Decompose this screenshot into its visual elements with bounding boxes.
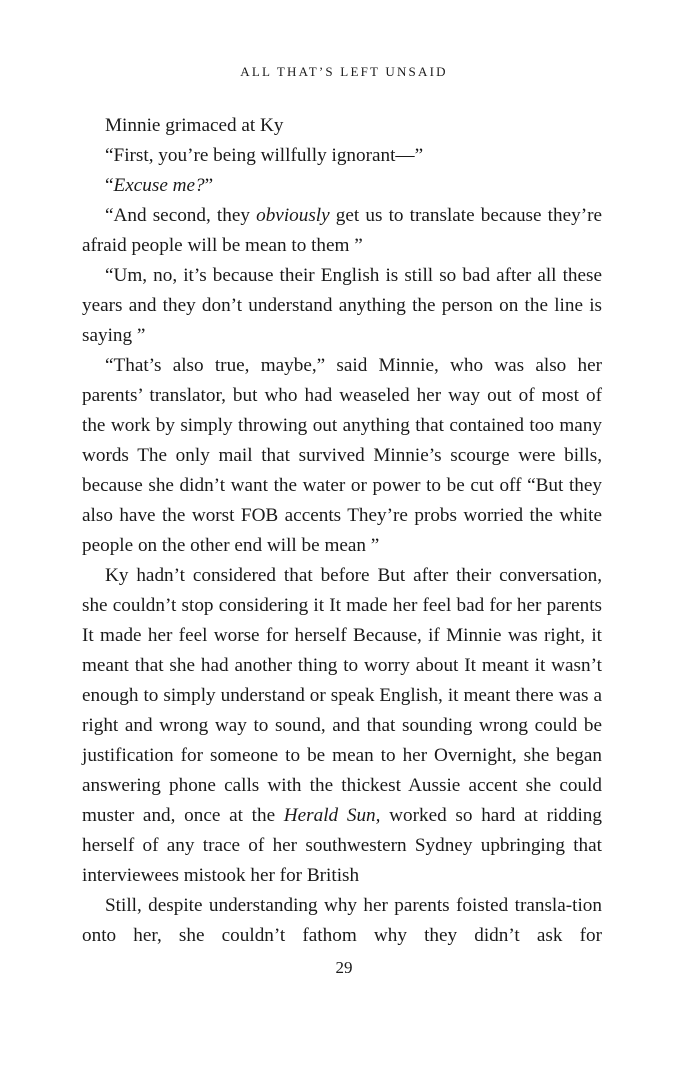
text-run: worked so hard at ridding herself of any trace of her southwestern Sydney upbringing that interviewees mistook her for British xyxy=(82,805,602,886)
page-number: 29 xyxy=(335,958,353,977)
paragraph xyxy=(82,351,602,561)
text-run: Minnie grimaced at Ky xyxy=(105,115,284,136)
paragraph xyxy=(82,201,602,261)
italic-text: obviously xyxy=(256,205,330,226)
italic-text: Excuse me? xyxy=(113,175,205,196)
text-run: “Um, no, it’s because their English is still so bad after all these years and they don’t understand anything the person on the line is saying ” xyxy=(82,265,602,346)
body-text xyxy=(82,111,602,951)
paragraph xyxy=(82,171,602,201)
text-run: Still, despite understanding why her parents foisted transla-tion onto her, she couldn’t fathom why they didn’t ask for xyxy=(82,895,602,946)
paragraph xyxy=(82,261,602,351)
text-run: Ky hadn’t considered that before But after their conversation, she couldn’t stop considering it It made her feel bad for her parents It made her feel worse for herself Because, if Minnie was right, it meant that she had another thing to worry about It meant it wasn’t enough to simply understand or speak English, it meant there was a right and wrong way to sound, and that sounding wrong could be justification for someone to be mean to her Overnight, she began answering phone calls with the thickest Aussie accent she could muster and, once at the xyxy=(82,565,602,826)
text-run: “And second, they xyxy=(105,205,257,226)
paragraph xyxy=(82,141,602,171)
paragraph xyxy=(82,561,602,891)
text-run: “First, you’re being willfully ignorant—” xyxy=(105,145,424,166)
text-run: “That’s also true, maybe,” said Minnie, who was also her parents’ translator, but who had weaseled her way out of most of the work by simply throwing out anything that contained too many words The only mail that survived Minnie’s scourge were bills, because she didn’t want the water or power to be cut off “But they also have the worst FOB accents They’re probs worried the white people on the other end will be mean ” xyxy=(82,355,602,556)
text-run: ” xyxy=(204,175,214,196)
text-run: “ xyxy=(105,175,114,196)
text-run: get us to translate because they’re afraid people will be mean to them ” xyxy=(82,205,602,256)
paragraph xyxy=(82,111,602,141)
running-head: ALL THAT’S LEFT UNSAID xyxy=(240,64,448,79)
italic-text: Herald Sun, xyxy=(283,805,381,826)
paragraph xyxy=(82,891,602,951)
